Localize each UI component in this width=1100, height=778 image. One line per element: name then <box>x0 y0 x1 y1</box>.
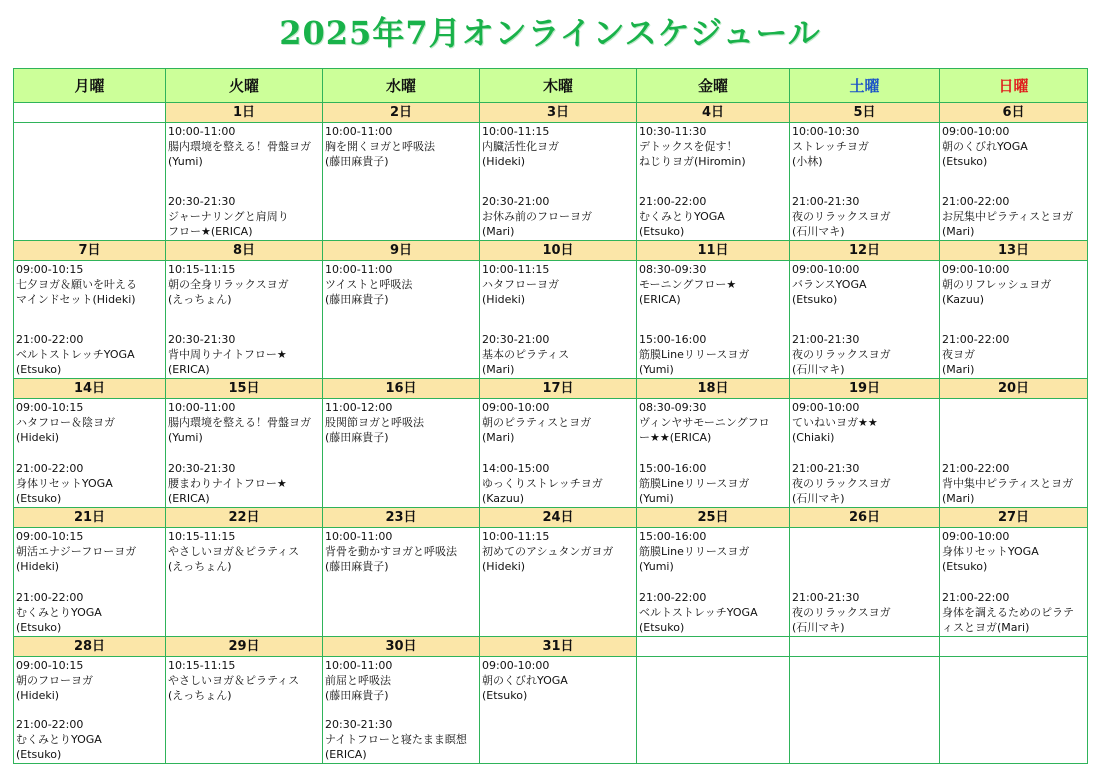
class-list <box>166 261 322 378</box>
day-schedule-cell <box>637 123 790 241</box>
class-entry: 09:00-10:00 朝のピラティスとヨガ (Mari) <box>482 401 592 444</box>
date-cell: 22日 <box>166 508 323 528</box>
date-row <box>14 241 1088 261</box>
day-schedule-cell <box>14 123 166 241</box>
class-list <box>637 399 789 507</box>
class-list <box>166 399 322 507</box>
class-entry: 21:00-22:00 お尻集中ピラティスとヨガ (Mari) <box>942 195 1074 238</box>
day-schedule-cell <box>637 657 790 764</box>
day-schedule-cell <box>790 528 940 637</box>
class-entry: 21:00-22:00 むくみとりYOGA (Etsuko) <box>16 591 102 634</box>
date-cell: 5日 <box>790 103 940 123</box>
day-schedule-cell <box>940 261 1088 379</box>
class-entry: 08:30-09:30 ヴィンヤサモーニングフロ ー★★(ERICA) <box>639 401 770 444</box>
day-schedule-cell <box>940 657 1088 764</box>
class-list <box>940 657 1087 763</box>
class-entry: 10:00-11:00 ツイストと呼吸法 (藤田麻貴子) <box>325 263 413 306</box>
day-schedule-cell <box>940 399 1088 508</box>
page-title: 2025年7月オンラインスケジュール <box>279 14 821 52</box>
class-entry: 21:00-22:00 身体を調えるためのピラテ ィスとヨガ(Mari) <box>942 591 1074 634</box>
class-entry: 10:30-11:30 デトックスを促す！ ねじりヨガ(Hiromin) <box>639 125 746 168</box>
class-entry: 15:00-16:00 筋膜Lineリリースヨガ (Yumi) <box>639 333 750 376</box>
class-entry: 09:00-10:15 ハタフロー＆陰ヨガ (Hideki) <box>16 401 115 444</box>
class-entry: 15:00-16:00 筋膜Lineリリースヨガ (Yumi) <box>639 462 750 505</box>
day-schedule-cell <box>480 123 637 241</box>
schedule-row <box>14 399 1088 508</box>
weekday-friday: 金曜 <box>637 69 790 103</box>
weekday-tuesday: 火曜 <box>166 69 323 103</box>
class-list <box>14 399 165 507</box>
class-entry: 21:00-22:00 背中集中ピラティスとヨガ (Mari) <box>942 462 1074 505</box>
class-entry: 10:00-10:30 ストレッチヨガ (小林) <box>792 125 869 168</box>
day-schedule-cell <box>166 657 323 764</box>
day-schedule-cell <box>166 528 323 637</box>
day-schedule-cell <box>480 399 637 508</box>
class-entry: 21:00-21:30 夜のリラックスヨガ (石川マキ) <box>792 333 891 376</box>
day-schedule-cell <box>480 261 637 379</box>
class-entry: 20:30-21:00 基本のピラティス (Mari) <box>482 333 570 376</box>
day-schedule-cell <box>790 399 940 508</box>
date-cell: 30日 <box>323 637 480 657</box>
class-list <box>790 657 939 763</box>
class-list <box>323 528 479 636</box>
date-cell: 26日 <box>790 508 940 528</box>
class-entry: 09:00-10:00 朝のくびれYOGA (Etsuko) <box>482 659 568 702</box>
class-list <box>790 399 939 507</box>
date-cell: 27日 <box>940 508 1088 528</box>
date-cell: 8日 <box>166 241 323 261</box>
date-cell: 25日 <box>637 508 790 528</box>
date-cell: 13日 <box>940 241 1088 261</box>
class-list <box>480 657 636 763</box>
class-entry: 10:00-11:15 初めてのアシュタンガヨガ (Hideki) <box>482 530 614 573</box>
class-list <box>940 123 1087 240</box>
class-entry: 09:00-10:15 七夕ヨガ＆願いを叶える マインドセット(Hideki) <box>16 263 137 306</box>
date-cell: 2日 <box>323 103 480 123</box>
day-schedule-cell <box>480 657 637 764</box>
date-cell: 20日 <box>940 379 1088 399</box>
day-schedule-cell <box>166 123 323 241</box>
class-entry: 20:30-21:30 ジャーナリングと肩周り フロー★(ERICA) <box>168 195 289 238</box>
day-schedule-cell <box>166 261 323 379</box>
class-list <box>940 261 1087 378</box>
date-row <box>14 379 1088 399</box>
date-cell: 7日 <box>14 241 166 261</box>
date-cell: 14日 <box>14 379 166 399</box>
date-cell: 28日 <box>14 637 166 657</box>
class-list <box>940 528 1087 636</box>
date-cell: 19日 <box>790 379 940 399</box>
class-list <box>637 261 789 378</box>
class-entry: 21:00-22:00 ベルトストレッチYOGA (Etsuko) <box>639 591 758 634</box>
date-row <box>14 103 1088 123</box>
day-schedule-cell <box>637 261 790 379</box>
day-schedule-cell <box>790 261 940 379</box>
date-cell <box>14 103 166 123</box>
class-list <box>166 123 322 240</box>
day-schedule-cell <box>323 123 480 241</box>
day-schedule-cell <box>323 261 480 379</box>
class-entry: 10:15-11:15 やさしいヨガ＆ピラティス (えっちょん) <box>168 659 300 702</box>
day-schedule-cell <box>323 399 480 508</box>
class-entry: 09:00-10:00 バランスYOGA (Etsuko) <box>792 263 867 306</box>
class-entry: 20:30-21:30 背中周りナイトフロー★ (ERICA) <box>168 333 287 376</box>
class-list <box>14 123 165 240</box>
date-cell: 12日 <box>790 241 940 261</box>
class-entry: 21:00-21:30 夜のリラックスヨガ (石川マキ) <box>792 591 891 634</box>
class-list <box>940 399 1087 507</box>
class-entry: 20:30-21:00 お休み前のフローヨガ (Mari) <box>482 195 592 238</box>
weekday-thursday: 木曜 <box>480 69 637 103</box>
class-entry: 11:00-12:00 股関節ヨガと呼吸法 (藤田麻貴子) <box>325 401 424 444</box>
date-cell: 9日 <box>323 241 480 261</box>
class-entry: 21:00-22:00 むくみとりYOGA (Etsuko) <box>639 195 725 238</box>
class-list <box>323 657 479 763</box>
class-entry: 10:00-11:15 ハタフローヨガ (Hideki) <box>482 263 559 306</box>
date-cell <box>790 637 940 657</box>
schedule-row <box>14 528 1088 637</box>
class-entry: 09:00-10:00 朝のリフレッシュヨガ (Kazuu) <box>942 263 1052 306</box>
day-schedule-cell <box>14 528 166 637</box>
date-cell <box>637 637 790 657</box>
class-list <box>637 123 789 240</box>
date-row <box>14 637 1088 657</box>
class-entry: 10:15-11:15 朝の全身リラックスヨガ (えっちょん) <box>168 263 289 306</box>
day-schedule-cell <box>790 657 940 764</box>
date-cell: 18日 <box>637 379 790 399</box>
date-cell: 17日 <box>480 379 637 399</box>
date-cell: 1日 <box>166 103 323 123</box>
schedule-calendar <box>13 68 1088 764</box>
day-schedule-cell <box>790 123 940 241</box>
schedule-row <box>14 123 1088 241</box>
date-cell <box>940 637 1088 657</box>
class-entry: 09:00-10:00 身体リセットYOGA (Etsuko) <box>942 530 1039 573</box>
date-cell: 16日 <box>323 379 480 399</box>
schedule-row <box>14 657 1088 764</box>
class-list <box>480 399 636 507</box>
day-schedule-cell <box>14 657 166 764</box>
day-schedule-cell <box>480 528 637 637</box>
date-cell: 4日 <box>637 103 790 123</box>
day-schedule-cell <box>14 261 166 379</box>
class-list <box>790 528 939 636</box>
day-schedule-cell <box>14 399 166 508</box>
class-list <box>166 657 322 763</box>
date-cell: 21日 <box>14 508 166 528</box>
class-entry: 08:30-09:30 モーニングフロー★ (ERICA) <box>639 263 737 306</box>
class-entry: 21:00-22:00 身体リセットYOGA (Etsuko) <box>16 462 113 505</box>
class-entry: 10:00-11:15 内臓活性化ヨガ (Hideki) <box>482 125 559 168</box>
date-cell: 29日 <box>166 637 323 657</box>
day-schedule-cell <box>637 528 790 637</box>
class-list <box>790 261 939 378</box>
class-entry: 21:00-22:00 夜ヨガ (Mari) <box>942 333 1010 376</box>
class-entry: 20:30-21:30 ナイトフローと寝たまま瞑想 (ERICA) <box>325 718 467 761</box>
day-schedule-cell <box>323 657 480 764</box>
day-schedule-cell <box>166 399 323 508</box>
class-list <box>166 528 322 636</box>
class-entry: 14:00-15:00 ゆっくりストレッチヨガ (Kazuu) <box>482 462 603 505</box>
class-entry: 10:00-11:00 胸を開くヨガと呼吸法 (藤田麻貴子) <box>325 125 435 168</box>
class-entry: 20:30-21:30 腰まわりナイトフロー★ (ERICA) <box>168 462 287 505</box>
date-cell: 15日 <box>166 379 323 399</box>
weekday-saturday: 土曜 <box>790 69 940 103</box>
date-cell: 3日 <box>480 103 637 123</box>
class-entry: 15:00-16:00 筋膜Lineリリースヨガ (Yumi) <box>639 530 750 573</box>
date-cell: 24日 <box>480 508 637 528</box>
class-entry: 21:00-22:00 むくみとりYOGA (Etsuko) <box>16 718 102 761</box>
day-schedule-cell <box>323 528 480 637</box>
class-entry: 10:00-11:00 背骨を動かすヨガと呼吸法 (藤田麻貴子) <box>325 530 457 573</box>
class-entry: 10:00-11:00 前屈と呼吸法 (藤田麻貴子) <box>325 659 393 702</box>
class-entry: 10:00-11:00 腸内環境を整える！骨盤ヨガ (Yumi) <box>168 401 311 444</box>
weekday-monday: 月曜 <box>14 69 166 103</box>
class-list <box>480 261 636 378</box>
date-cell: 10日 <box>480 241 637 261</box>
class-entry: 09:00-10:00 朝のくびれYOGA (Etsuko) <box>942 125 1028 168</box>
class-entry: 09:00-10:15 朝活エナジーフローヨガ (Hideki) <box>16 530 137 573</box>
class-entry: 21:00-21:30 夜のリラックスヨガ (石川マキ) <box>792 462 891 505</box>
day-schedule-cell <box>940 528 1088 637</box>
weekday-header-row <box>14 69 1088 103</box>
weekday-wednesday: 水曜 <box>323 69 480 103</box>
weekday-sunday: 日曜 <box>940 69 1088 103</box>
class-list <box>14 657 165 763</box>
class-list <box>637 657 789 763</box>
class-list <box>14 528 165 636</box>
class-list <box>14 261 165 378</box>
class-list <box>790 123 939 240</box>
day-schedule-cell <box>637 399 790 508</box>
class-list <box>637 528 789 636</box>
class-entry: 09:00-10:15 朝のフローヨガ (Hideki) <box>16 659 93 702</box>
date-row <box>14 508 1088 528</box>
class-list <box>323 399 479 507</box>
class-entry: 10:00-11:00 腸内環境を整える！骨盤ヨガ (Yumi) <box>168 125 311 168</box>
class-list <box>480 528 636 636</box>
date-cell: 11日 <box>637 241 790 261</box>
class-entry: 09:00-10:00 ていねいヨガ★★ (Chiaki) <box>792 401 878 444</box>
class-list <box>480 123 636 240</box>
class-entry: 21:00-21:30 夜のリラックスヨガ (石川マキ) <box>792 195 891 238</box>
date-cell: 6日 <box>940 103 1088 123</box>
class-entry: 10:15-11:15 やさしいヨガ＆ピラティス (えっちょん) <box>168 530 300 573</box>
class-entry: 21:00-22:00 ベルトストレッチYOGA (Etsuko) <box>16 333 135 376</box>
schedule-row <box>14 261 1088 379</box>
class-list <box>323 123 479 240</box>
date-cell: 31日 <box>480 637 637 657</box>
class-list <box>323 261 479 378</box>
day-schedule-cell <box>940 123 1088 241</box>
date-cell: 23日 <box>323 508 480 528</box>
